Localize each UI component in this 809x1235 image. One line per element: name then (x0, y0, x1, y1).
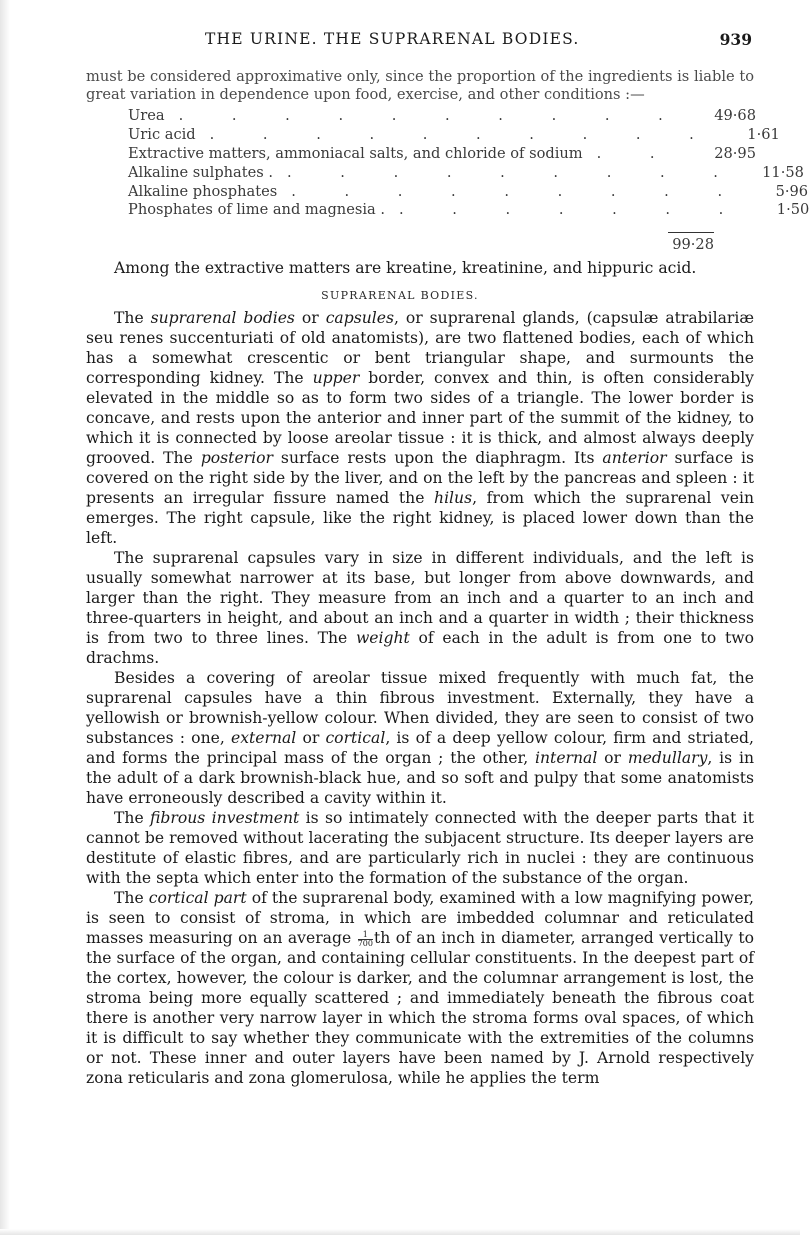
ingredient-value: 1·61 (747, 125, 780, 143)
body-text (86, 308, 754, 1088)
dot-leader: . . (596, 144, 677, 162)
page-bottom-shadow (0, 1229, 800, 1235)
paragraph: The suprarenal bodies or capsules, or suprarenal glands, (capsulæ atrabilariæ seu renes succenturiati of old anatomists), are two flattened bodies, each of which has a somewhat crescentic or bent triangular shape, and surmounts the corresponding kidney. The upper border, convex and thin, is often considerably elevated in the middle so as to form two sides of a triangle. The lower border is concave, and rests upon the anterior and inner part of the summit of the kidney, to which it is connected by loose areolar tissue : it is thick, and almost always deeply grooved. The posterior surface rests upon the diaphragm. Its anterior surface is covered on the right side by the liver, and on the left by the pancreas and spleen : it presents an irregular fissure named the hilus, from which the suprarenal vein emerges. The right capsule, like the right kidney, is placed lower down than the left. (86, 309, 755, 547)
dot-leader: . . . . . . . . . . (178, 107, 685, 124)
section-heading: SUPRARENAL BODIES. (321, 289, 479, 302)
ingredient-name: Urea (128, 107, 165, 124)
ingredient-value: 49·68 (714, 107, 756, 124)
ingredient-name: Alkaline phosphates (128, 182, 278, 200)
table-row (128, 145, 756, 164)
table-row (128, 163, 804, 183)
paragraph: The fibrous investment is so intimately connected with the deeper parts that it cannot be removed without lacerating the subjacent structure. Its deeper layers are destitute of elastic fibres, and are particularly rich in nuclei : they are continuous with the septa which enter into the formation of the substance of the organ. (86, 809, 754, 887)
page-edge-shadow (0, 0, 10, 1235)
ingredient-name: Alkaline sulphates . (128, 163, 274, 181)
ingredient-name: Phosphates of lime and magnesia . (128, 201, 385, 219)
table-row (128, 107, 756, 126)
table-row (128, 201, 809, 220)
total-rule (668, 232, 714, 233)
running-header (205, 30, 752, 52)
dot-leader: . . . . . . . . . (291, 182, 745, 200)
running-title: THE URINE. THE SUPRARENAL BODIES. (205, 30, 580, 48)
ingredient-name: Uric acid (128, 125, 196, 143)
page-number: 939 (719, 30, 752, 49)
dot-leader: . . . . . . . . . (287, 163, 740, 181)
urine-composition-table (128, 107, 809, 220)
ingredient-name: Extractive matters, ammoniacal salts, and chloride of sodium (128, 144, 583, 162)
ingredient-value: 11·58 (762, 163, 804, 181)
table-row (128, 182, 809, 202)
ingredient-value: 1·50 (776, 201, 809, 219)
paragraph: The suprarenal capsules vary in size in different individuals, and the left is usually somewhat narrower at its base, but longer from above downwards, and larger than the right. They measure from an inch and a quarter to an inch and three-quarters in height, and about an inch and a quarter in width ; their thickness is from two to three lines. The weight of each in the adult is from one to two drachms. (86, 549, 754, 667)
table-total: 99·28 (672, 236, 714, 253)
intro-paragraph: must be considered approximative only, since the proportion of the ingredients is liable to great variation in dependence upon food, exercise, and other conditions :— (86, 68, 754, 103)
paragraph: Besides a covering of areolar tissue mixed frequently with much fat, the suprarenal capsules have a thin fibrous investment. Externally, they have a yellowish or brownish-yellow colour. When divided, they are seen to consist of two substances : one, external or cortical, is of a deep yellow colour, firm and striated, and forms the principal mass of the organ ; the other, internal or medullary, is in the adult of a dark brownish-black hue, and so soft and pulpy that some anatomists have erroneously described a cavity within it. (86, 669, 754, 807)
table-row (128, 125, 780, 145)
paragraph: The cortical part of the suprarenal body, examined with a low magnifying power, is seen to consist of stroma, in which are imbedded columnar and reticulated masses measuring on an average $\frac{1}{700}$ th of an inch in diameter, arranged vertically to the surface of the organ, and containing cellular constituents. In the deepest part of the cortex, however, the colour is darker, and the columnar arrangement is lost, the stroma being more equally scattered ; and immediately beneath the fibrous coat there is another very narrow layer in which the stroma forms oval spaces, of which it is difficult to say whether they communicate with the extremities of the columns or not. These inner and outer layers have been named by J. Arnold respectively zona reticularis and zona glomerulosa, while he applies the term (86, 889, 754, 1087)
dot-leader: . . . . . . . (398, 201, 746, 219)
ingredient-value: 28·95 (714, 144, 756, 162)
fraction: $\frac{1}{700}$ (357, 929, 373, 948)
extractive-note: Among the extractive matters are kreatine, kreatinine, and hippuric acid. (114, 259, 697, 277)
ingredient-value: 5·96 (775, 182, 809, 200)
dot-leader: . . . . . . . . . . (209, 125, 716, 143)
